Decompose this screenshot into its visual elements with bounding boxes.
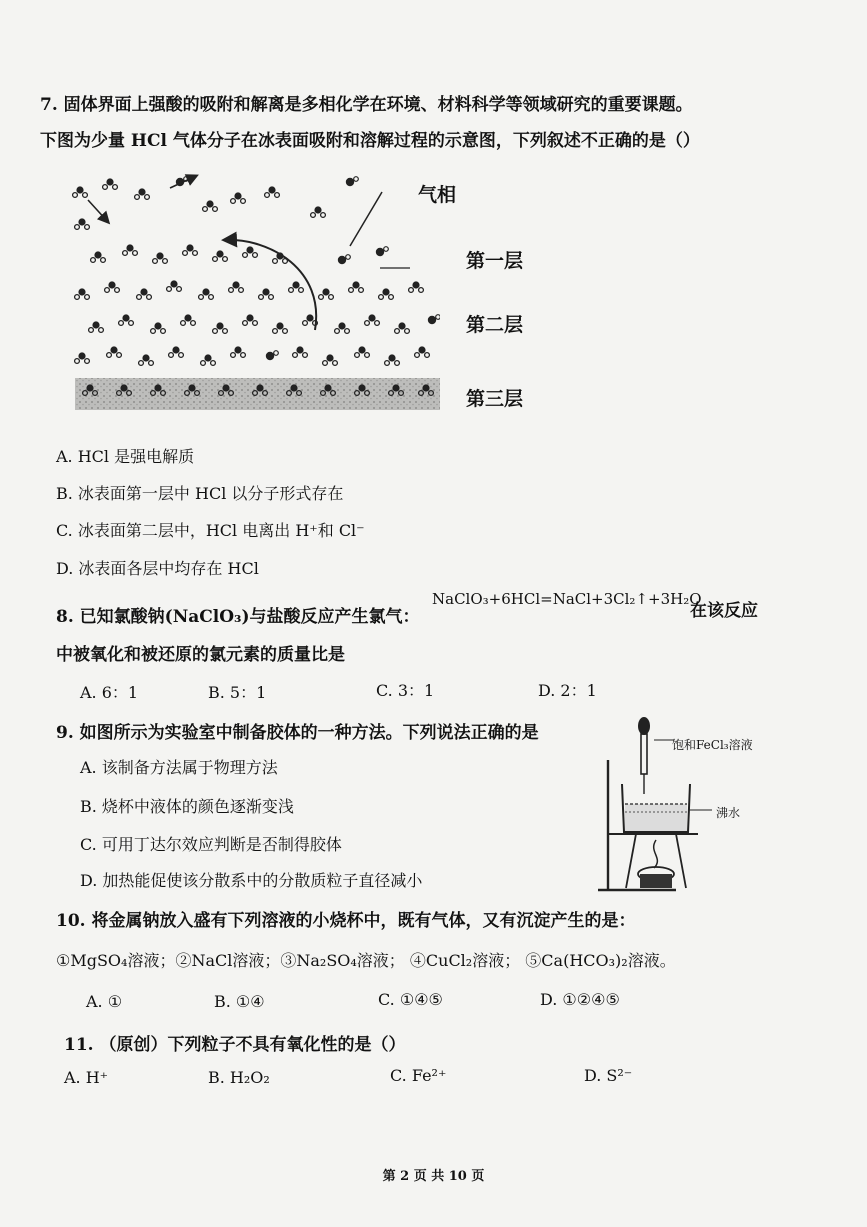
q8-equation: NaClO₃+6HCl=NaCl+3Cl₂↑+3H₂O [432, 590, 702, 608]
q8-stem-part1: 8. 已知氯酸钠(NaClO₃)与盐酸反应产生氯气： [56, 607, 420, 627]
q9-option-c: C. 可用丁达尔效应判断是否制得胶体 [80, 835, 342, 854]
q10-stem-line1: 10. 将金属钠放入盛有下列溶液的小烧杯中，既有气体，又有沉淀产生的是： [56, 911, 636, 931]
q7-option-a: A. HCl 是强电解质 [56, 447, 195, 466]
label-layer1: 第一层 [466, 250, 524, 272]
q11-option-a: A. H⁺ [64, 1068, 109, 1087]
q7-option-b: B. 冰表面第一层中 HCl 以分子形式存在 [56, 484, 344, 503]
q11-option-d: D. S²⁻ [584, 1066, 633, 1085]
q8-option-b: B. 5：1 [208, 683, 267, 702]
q10-option-b: B. ①④ [214, 992, 265, 1011]
q11-option-c: C. Fe²⁺ [390, 1066, 447, 1085]
q7-ice-diagram [60, 160, 440, 420]
q8-option-c: C. 3：1 [376, 681, 435, 700]
label-fecl3-solution: 饱和FeCl₃溶液 [672, 738, 753, 752]
q8-option-d: D. 2：1 [538, 681, 597, 700]
q7-stem-line1: 7. 固体界面上强酸的吸附和解离是多相化学在环境、材料科学等领域研究的重要课题。 [40, 95, 693, 115]
label-gas-phase: 气相 [418, 184, 457, 206]
q8-stem-part2: 在该反应 [690, 601, 758, 621]
q11-option-b: B. H₂O₂ [208, 1068, 270, 1087]
label-boiling-water: 沸水 [716, 806, 741, 820]
q10-option-a: A. ① [86, 992, 123, 1011]
page-footer: 第 2 页 共 10 页 [382, 1169, 485, 1184]
q11-stem: 11. （原创）下列粒子不具有氧化性的是（） [64, 1035, 406, 1055]
label-layer3: 第三层 [466, 388, 524, 410]
q10-stem-line2: ①MgSO₄溶液；②NaCl溶液；③Na₂SO₄溶液； ④CuCl₂溶液； ⑤Ca(HCO₃)₂溶液。 [56, 951, 676, 970]
q9-option-b: B. 烧杯中液体的颜色逐渐变浅 [80, 797, 294, 816]
q9-option-d: D. 加热能促使该分散系中的分散质粒子直径减小 [80, 871, 423, 890]
q9-option-a: A. 该制备方法属于物理方法 [80, 758, 278, 777]
q7-option-c: C. 冰表面第二层中，HCl 电离出 H⁺和 Cl⁻ [56, 521, 365, 540]
q7-option-d: D. 冰表面各层中均存在 HCl [56, 559, 259, 578]
q10-option-c: C. ①④⑤ [378, 990, 443, 1009]
label-layer2: 第二层 [466, 314, 524, 336]
q10-option-d: D. ①②④⑤ [540, 990, 620, 1009]
q8-option-a: A. 6：1 [80, 683, 139, 702]
q9-stem: 9. 如图所示为实验室中制备胶体的一种方法。下列说法正确的是 [56, 723, 539, 743]
q7-stem-line2: 下图为少量 HCl 气体分子在冰表面吸附和溶解过程的示意图，下列叙述不正确的是（） [40, 131, 700, 151]
q8-stem-line2: 中被氧化和被还原的氯元素的质量比是 [56, 645, 345, 665]
